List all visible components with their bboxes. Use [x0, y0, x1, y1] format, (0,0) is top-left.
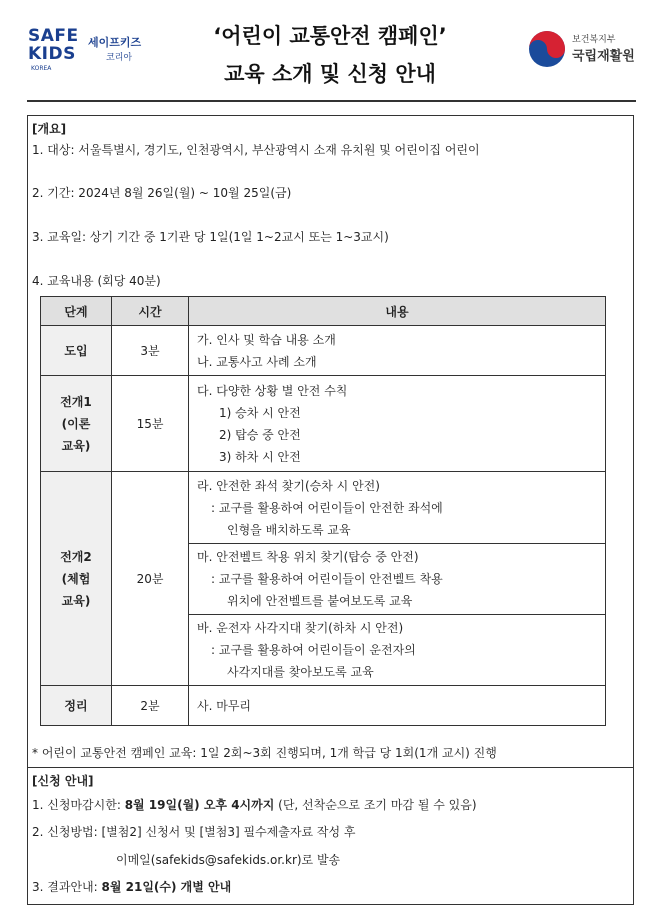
content-cell	[189, 615, 606, 686]
stage-label: (이론	[61, 416, 91, 431]
time-cell: 3분	[112, 326, 189, 376]
apply-deadline	[32, 796, 477, 813]
content-line: : 교구를 활용하여 어린이들이 안전한 좌석에	[211, 500, 443, 515]
logo-korea-text: KOREA	[31, 65, 52, 72]
result-label: 3. 결과안내:	[32, 880, 102, 894]
content-line: 다. 다양한 상황 별 안전 수칙	[197, 383, 348, 398]
table-row	[41, 686, 606, 726]
content-line: 라. 안전한 좌석 찾기(승차 시 안전)	[197, 478, 380, 493]
taegeuk-emblem-icon	[528, 30, 566, 68]
stage-label: 정리	[64, 698, 88, 713]
overview-item-target: 1. 대상: 서울특별시, 경기도, 인천광역시, 부산광역시 소재 유치원 및 어린이집 어린이	[32, 143, 480, 157]
content-line: 바. 운전자 사각지대 찾기(하차 시 안전)	[197, 621, 404, 635]
deadline-note: (단, 선착순으로 조기 마감 될 수 있음)	[274, 798, 477, 812]
safe-kids-korea-logo	[28, 28, 148, 72]
stage-cell	[41, 326, 112, 376]
table-row	[41, 326, 606, 376]
page-title-line1: ‘어린이 교통안전 캠페인’	[213, 24, 447, 48]
apply-email: 이메일(safekids@safekids.or.kr)로 발송	[116, 853, 341, 867]
ministry-name: 보건복지부	[572, 35, 616, 45]
stage-label: 도입	[64, 343, 88, 358]
section-divider	[27, 767, 634, 768]
time-cell: 15분	[112, 376, 189, 472]
apply-method: 2. 신청방법: [별첨2] 신청서 및 [별첨3] 필수제출자료 작성 후	[32, 825, 356, 839]
time-cell: 20분	[112, 472, 189, 686]
content-cell	[189, 544, 606, 615]
table-row	[41, 472, 606, 544]
header-stage: 단계	[41, 297, 112, 326]
logo-safe-text: SAFE	[28, 26, 79, 46]
content-line: 위치에 안전벨트를 붙여보도록 교육	[227, 594, 413, 608]
stage-label: 전개2	[60, 549, 92, 564]
stage-label: 교육)	[61, 438, 91, 453]
header-divider	[27, 100, 636, 102]
session-note: * 어린이 교통안전 캠페인 교육: 1일 2회~3회 진행되며, 1개 학급 당 1회(1개 교시) 진행	[32, 746, 497, 760]
content-line: 사. 마무리	[197, 698, 251, 713]
header-time: 시간	[112, 297, 189, 326]
content-line: 마. 안전벨트 착용 위치 찾기(탑승 중 안전)	[197, 550, 419, 564]
result-value: 8월 21일(수) 개별 안내	[101, 880, 232, 894]
institute-name: 국립재활원	[572, 49, 635, 64]
content-line: 인형을 배치하도록 교육	[227, 522, 351, 537]
content-line: : 교구를 활용하여 어린이들이 운전자의	[211, 643, 416, 657]
content-line: : 교구를 활용하여 어린이들이 안전벨트 착용	[211, 572, 443, 586]
overview-item-schedule: 3. 교육일: 상기 기간 중 1기관 당 1일(1일 1~2교시 또는 1~3교시)	[32, 230, 389, 244]
table-row	[41, 376, 606, 472]
content-cell	[189, 686, 606, 726]
logo-kr-text: 세이프키즈	[88, 36, 142, 49]
deadline-value: 8월 19일(월) 오후 4시까지	[124, 798, 275, 812]
overview-item-content: 4. 교육내용 (회당 40분)	[32, 274, 161, 288]
content-line: 3) 하차 시 안전	[219, 449, 301, 464]
content-cell	[189, 326, 606, 376]
apply-heading: [신청 안내]	[32, 774, 94, 788]
table-header-row	[41, 297, 606, 326]
stage-label: (체험	[61, 571, 91, 586]
stage-label: 전개1	[60, 394, 92, 409]
logo-kr2-text: 코리아	[106, 53, 133, 63]
content-cell	[189, 376, 606, 472]
content-line: 나. 교통사고 사례 소개	[197, 354, 317, 369]
logo-kids-text: KIDS	[28, 44, 76, 64]
stage-cell	[41, 472, 112, 686]
content-line: 2) 탑승 중 안전	[219, 427, 301, 442]
content-line: 사각지대를 찾아보도록 교육	[227, 665, 374, 679]
time-cell: 2분	[112, 686, 189, 726]
deadline-label: 1. 신청마감시한:	[32, 798, 125, 812]
content-cell	[189, 472, 606, 544]
stage-label: 교육)	[61, 593, 91, 608]
header-content: 내용	[189, 297, 606, 326]
content-line: 가. 인사 및 학습 내용 소개	[197, 332, 336, 347]
page-title-line2: 교육 소개 및 신청 안내	[224, 62, 436, 86]
overview-item-period: 2. 기간: 2024년 8월 26일(월) ~ 10월 25일(금)	[32, 186, 292, 200]
curriculum-table	[40, 296, 606, 726]
stage-cell	[41, 376, 112, 472]
apply-result	[32, 878, 231, 895]
stage-cell	[41, 686, 112, 726]
ministry-logo	[528, 28, 648, 68]
overview-heading: [개요]	[32, 122, 67, 136]
content-line: 1) 승차 시 안전	[219, 405, 301, 420]
